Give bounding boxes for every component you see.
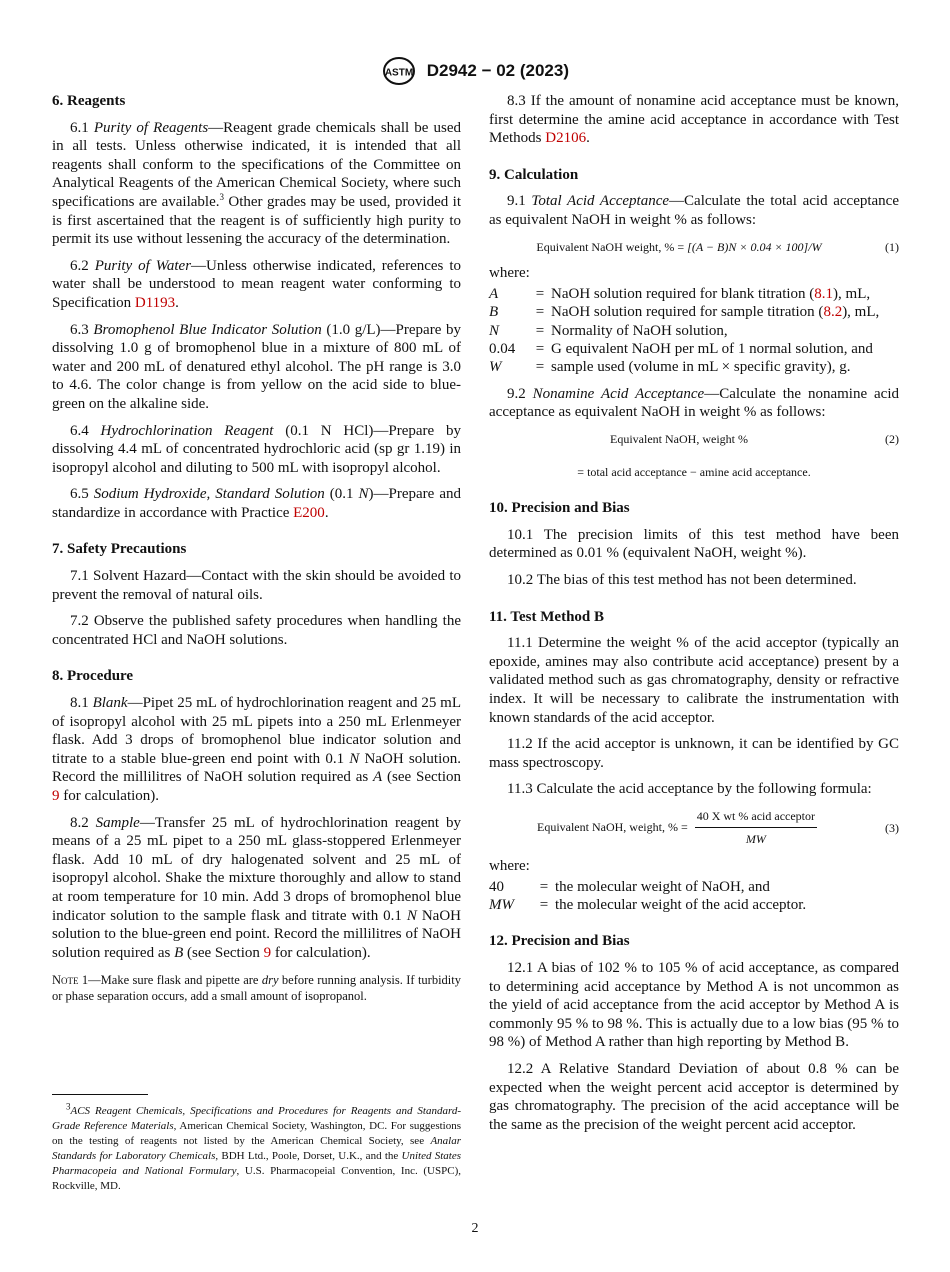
- link-d1193[interactable]: D1193: [134, 294, 176, 311]
- para-8-3: 8.3 If the amount of nonamine acid acceptance must be known, first determine the amine acid acceptance in accordance with Test Methods D2106.: [489, 93, 899, 147]
- footnote-ref-3[interactable]: 3: [219, 191, 224, 202]
- equation-2-line-2: = total acid acceptance − amine acid acceptance.: [577, 464, 811, 479]
- para-7-1: 7.1 Solvent Hazard—Contact with the skin should be avoided to prevent the removal of natural oils.: [52, 568, 461, 603]
- para-6-4: 6.4 Hydrochlorination Reagent (0.1 N HCl)—Prepare by dissolving 4.4 mL of concentrated hydrochloric acid (sp gr 1.19) in isopropyl alcohol and diluting to 500 mL with isopropyl alcohol.: [52, 422, 461, 476]
- para-11-2: 11.2 If the acid acceptor is unknown, it can be identified by GC mass spectroscopy.: [489, 736, 899, 771]
- astm-logo-icon: [381, 56, 417, 86]
- para-12-1: 12.1 A bias of 102 % to 105 % of acid acceptance, as compared to determining acid acceptance by Method A is not uncommon as the yield of acid acceptance from the acid acceptor by Method A is commonly 95 % to 98 %. This is actually due to a low bias (95 % to 98 %) of Method A rather than high reporting by Method B.: [489, 960, 899, 1051]
- section-7-title: 7. Safety Precautions: [52, 541, 187, 558]
- para-10-2: 10.2 The bias of this test method has not been determined.: [507, 571, 857, 588]
- link-8-2[interactable]: 8.2: [823, 304, 843, 321]
- para-6-3: 6.3 Bromophenol Blue Indicator Solution (1.0 g/L)—Prepare by dissolving 1.0 g of bromophenol blue in a mixture of 800 mL of water and 200 mL of denatured ethyl alcohol. The pH range is 3.0 to 4.6. The color change is from yellow on the acid side to blue-green on the alkaline side.: [52, 321, 461, 412]
- page-number: 2: [471, 1221, 479, 1236]
- link-8-1[interactable]: 8.1: [814, 285, 834, 302]
- definition-row: B = NaOH solution required for sample titration (8.2), mL,: [489, 304, 880, 321]
- equation-3: Equivalent NaOH, weight, % = $\frac{\text{40 X wt \% acid acceptor}}{MW}$ (3): [536, 808, 899, 847]
- footnote-rule: [52, 1094, 148, 1095]
- variable-definitions-2: [489, 878, 806, 915]
- para-10-1: 10.1 The precision limits of this test method have been determined as 0.01 % (equivalent NaOH, weight %).: [489, 526, 899, 562]
- definition-row: N = Normality of NaOH solution,: [489, 322, 728, 339]
- definition-row: A = NaOH solution required for blank titration (8.1), mL,: [489, 285, 871, 302]
- where-label-2: where:: [489, 858, 530, 875]
- left-column: [52, 92, 461, 1004]
- para-6-2: 6.2 Purity of Water—Unless otherwise indicated, references to water shall be understood to mean reagent water conforming to Specification D1193.: [52, 257, 461, 311]
- variable-definitions-1: [489, 285, 879, 377]
- note-1: Note 1—Make sure flask and pipette are dry before running analysis. If turbidity or phase separation occurs, add a small amount of isopropanol.: [52, 973, 461, 1004]
- link-section-9[interactable]: 9: [52, 788, 60, 804]
- definition-row: MW = the molecular weight of the acid acceptor.: [489, 897, 807, 914]
- para-8-1: 8.1 Blank—Pipet 25 mL of hydrochlorination reagent and 25 mL of isopropyl alcohol with 25 mL pipets into a 250 mL Erlenmeyer flask. Add 3 drops of bromophenol blue indicator solution and titrate to a stable blue-green end point with 0.1 N NaOH solution. Record the millilitres of NaOH solution required as A (see Section 9 for calculation).: [52, 695, 462, 804]
- para-6-5: 6.5 Sodium Hydroxide, Standard Solution (0.1 N)—Prepare and standardize in accordance with Practice E200.: [52, 486, 461, 521]
- section-6-title: 6. Reagents: [52, 93, 126, 109]
- para-9-2: 9.2 Nonamine Acid Acceptance—Calculate the nonamine acid acceptance as equivalent NaOH in weight % as follows:: [489, 385, 899, 421]
- where-label-1: where:: [489, 265, 530, 282]
- definition-row: W = sample used (volume in mL × specific gravity), g.: [489, 359, 851, 376]
- section-10-title: 10. Precision and Bias: [489, 500, 630, 517]
- section-12-title: 12. Precision and Bias: [489, 933, 630, 950]
- para-8-2: 8.2 Sample—Transfer 25 mL of hydrochlorination reagent by means of a 25 mL pipet to a 250 mL glass-stoppered Erlenmeyer flask. Add 10 mL of dry halogenated solvent and 25 mL of isopropyl alcohol. Shake the mixture thoroughly and allow to stand at room temperature for 10 min. Add 3 drops of bromophenol blue indicator solution to the sample flask and titrate with 0.1 N NaOH solution to the blue-green end point. Record the millilitres of NaOH solution required as B (see Section 9 for calculation).: [52, 814, 462, 961]
- svg-text:ASTM: ASTM: [384, 67, 414, 79]
- standard-designation: D2942 − 02 (2023): [426, 60, 569, 80]
- para-11-3: 11.3 Calculate the acid acceptance by the following formula:: [507, 781, 872, 798]
- link-d2106[interactable]: D2106: [545, 130, 587, 147]
- link-section-9[interactable]: 9: [263, 944, 272, 961]
- equation-1: Equivalent NaOH weight, % = [(A − B)N × 0.04 × 100]/W (1): [536, 239, 899, 254]
- section-8-title: 8. Procedure: [52, 668, 134, 685]
- para-9-1: 9.1 Total Acid Acceptance—Calculate the total acid acceptance as equivalent NaOH in weight % as follows:: [489, 193, 899, 228]
- para-11-1: 11.1 Determine the weight % of the acid acceptor (typically an epoxide, amines may also contribute acid acceptance) present by a validated method such as gas chromatography, density or refractive index. It will be necessary to calibrate the instrumentation with known standards of the acid acceptor.: [489, 635, 899, 726]
- para-7-2: 7.2 Observe the published safety procedures when handling the concentrated HCl and NaOH solutions.: [52, 613, 461, 648]
- section-9-title: 9. Calculation: [489, 166, 579, 183]
- link-e200[interactable]: E200: [293, 504, 325, 521]
- footnote-3: $^3$ACS Reagent Chemicals, Specifications and Procedures for Reagents and Standard-Grade Reference Materials, American Chemical Society, Washington, DC. For suggestions on the testing of reagents not listed by the American Chemical Society, see Analar Standards for Laboratory Chemicals, BDH Ltd., Poole, Dorset, U.K., and the United States Pharmacopeia and National Formulary, U.S. Pharmacopeial Convention, Inc. (USPC), Rockville, MD.: [52, 1101, 462, 1192]
- para-6-1: 6.1 Purity of Reagents—Reagent grade chemicals shall be used in all tests. Unless otherwise indicated, it is intended that all reagents shall conform to the specifications of the Committee on Analytical Reagents of the American Chemical Society, where such specifications are available.$^3$ Other grades may be used, provided it is first ascertained that the reagent is of sufficiently high purity to permit its use without lessening the accuracy of the determination.: [52, 119, 462, 248]
- definition-row: 40 = the molecular weight of NaOH, and: [489, 878, 770, 895]
- section-11-title: 11. Test Method B: [489, 608, 605, 625]
- right-column: [489, 92, 899, 1142]
- equation-2: Equivalent NaOH, weight % (2): [610, 431, 899, 446]
- para-12-2: 12.2 A Relative Standard Deviation of about 0.8 % can be expected when the weight percent acid acceptor is determined by gas chromatography. The precision of the acid acceptance will be the same as the precision of the weight percent acid acceptor.: [489, 1061, 899, 1133]
- page-header: [0, 56, 950, 86]
- definition-row: 0.04 = G equivalent NaOH per mL of 1 normal solution, and: [489, 340, 873, 357]
